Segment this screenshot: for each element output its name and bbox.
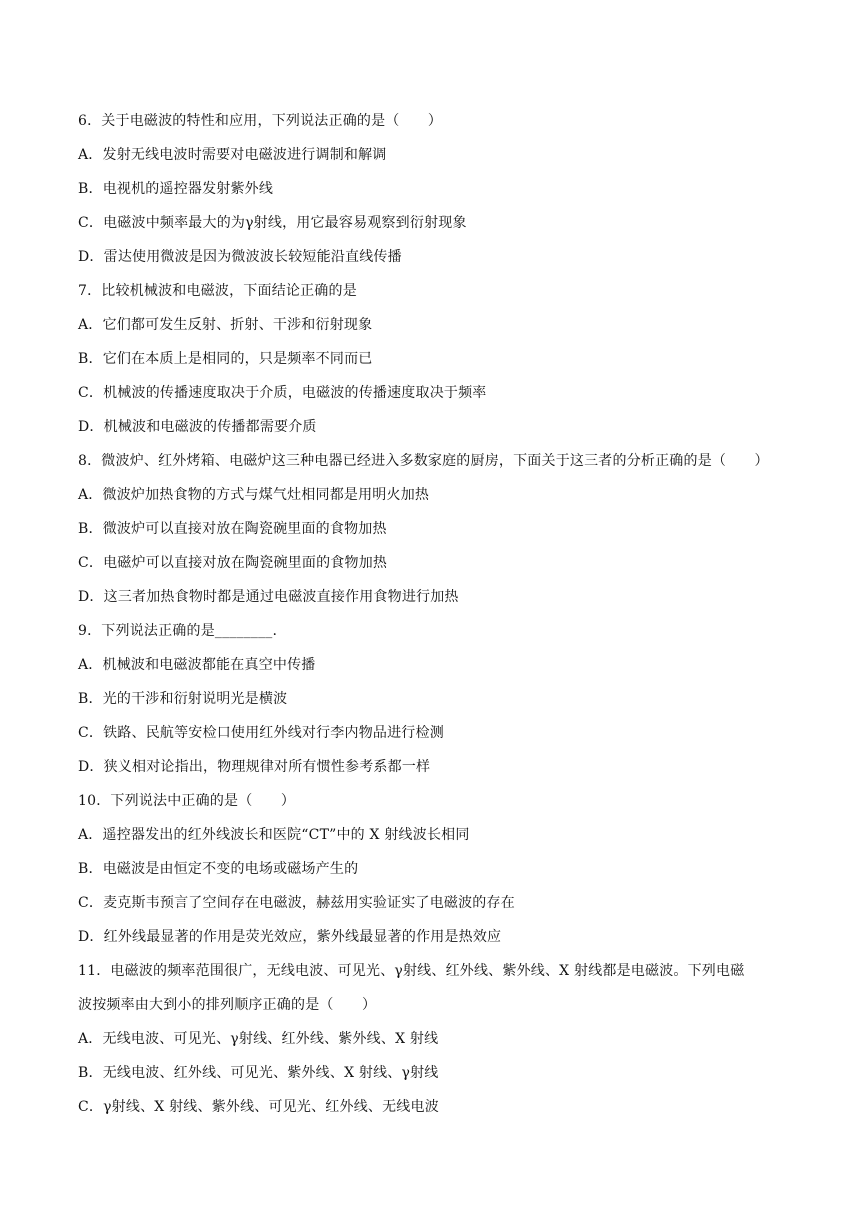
option-d: D．雷达使用微波是因为微波波长较短能沿直线传播 <box>78 249 402 265</box>
option-d: D．机械波和电磁波的传播都需要介质 <box>78 419 317 435</box>
question-stem: 9．下列说法正确的是________. <box>78 623 278 639</box>
option-d: D．红外线最显著的作用是荧光效应，紫外线最显著的作用是热效应 <box>78 929 502 945</box>
option-b: B．它们在本质上是相同的，只是频率不同而已 <box>78 351 373 367</box>
option-b: B．电视机的遥控器发射紫外线 <box>78 181 274 197</box>
option-a: A．它们都可发生反射、折射、干涉和衍射现象 <box>78 317 373 333</box>
option-b: B．微波炉可以直接对放在陶瓷碗里面的食物加热 <box>78 521 387 537</box>
question-stem: 8．微波炉、红外烤箱、电磁炉这三种电器已经进入多数家庭的厨房，下面关于这三者的分析正确的是（ ） <box>78 453 769 469</box>
option-c: C．机械波的传播速度取决于介质，电磁波的传播速度取决于频率 <box>78 385 487 401</box>
option-c: C．γ射线、X 射线、紫外线、可见光、红外线、无线电波 <box>78 1099 439 1115</box>
question-stem-line-2: 波按频率由大到小的排列顺序正确的是（ ） <box>78 997 377 1013</box>
option-a: A．微波炉加热食物的方式与煤气灶相同都是用明火加热 <box>78 487 430 503</box>
option-b: B．电磁波是由恒定不变的电场或磁场产生的 <box>78 861 359 877</box>
option-c: C．麦克斯韦预言了空间存在电磁波，赫兹用实验证实了电磁波的存在 <box>78 895 515 911</box>
option-c: C．电磁炉可以直接对放在陶瓷碗里面的食物加热 <box>78 555 388 571</box>
question-stem: 10．下列说法中正确的是（ ） <box>78 793 296 809</box>
option-a: A．无线电波、可见光、γ射线、红外线、紫外线、X 射线 <box>78 1031 439 1047</box>
option-b: B．光的干涉和衍射说明光是横波 <box>78 691 288 707</box>
option-a: A．发射无线电波时需要对电磁波进行调制和解调 <box>78 147 387 163</box>
option-c: C．电磁波中频率最大的为γ射线，用它最容易观察到衍射现象 <box>78 215 467 231</box>
option-d: D．这三者加热食物时都是通过电磁波直接作用食物进行加热 <box>78 589 459 605</box>
question-stem: 6．关于电磁波的特性和应用，下列说法正确的是（ ） <box>78 113 443 129</box>
question-list <box>78 110 798 1130</box>
option-a: A．遥控器发出的红外线波长和医院“CT”中的 X 射线波长相同 <box>78 827 470 843</box>
option-c: C．铁路、民航等安检口使用红外线对行李内物品进行检测 <box>78 725 444 741</box>
option-b: B．无线电波、红外线、可见光、紫外线、X 射线、γ射线 <box>78 1065 439 1081</box>
option-d: D．狭义相对论指出，物理规律对所有惯性参考系都一样 <box>78 759 431 775</box>
question-stem-line-1: 11．电磁波的频率范围很广，无线电波、可见光、γ射线、红外线、紫外线、X 射线都是电磁波。下列电磁 <box>78 963 745 979</box>
option-a: A．机械波和电磁波都能在真空中传播 <box>78 657 316 673</box>
question-stem: 7．比较机械波和电磁波，下面结论正确的是 <box>78 283 357 299</box>
